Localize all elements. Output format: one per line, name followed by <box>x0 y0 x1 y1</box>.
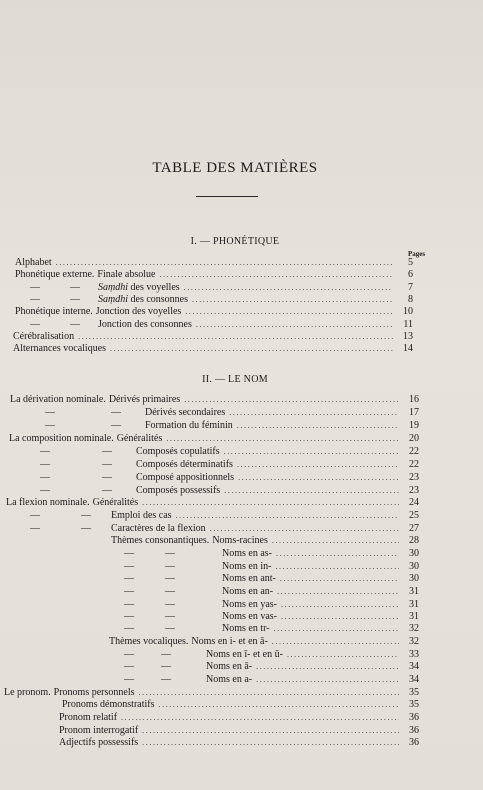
toc-entry: — — Noms en ant- ..... 30 <box>114 573 419 585</box>
toc-entry: — — Saṃdhi des consonnes ..... 8 <box>15 294 413 306</box>
toc-entry: Pronoms démonstratifs ..... 35 <box>62 699 419 711</box>
toc-entry: — — Composé appositionnels ..... 23 <box>9 472 419 484</box>
toc-entry: — — Dérivés secondaires ..... 17 <box>10 407 419 419</box>
toc-entry: — — Composés possessifs ..... 23 <box>9 485 419 497</box>
toc-entry: Pronom interrogatif ..... 36 <box>59 725 419 737</box>
toc-entry: — — Caractères de la flexion ..... 27 <box>6 523 419 535</box>
toc-entry: — — Noms en an- ..... 31 <box>114 586 419 598</box>
pages-column-label: Pages <box>408 250 426 258</box>
toc-entry: Thèmes consonantiques. Noms-racines ..... 28 <box>111 535 419 547</box>
toc-entry: La dérivation nominale. Dérivés primaires ..... 16 <box>10 394 419 406</box>
toc-entry: — — Noms en vas- ..... 31 <box>114 611 419 623</box>
toc-entry: — — Saṃdhi des voyelles ..... 7 <box>15 282 413 294</box>
toc-entry: — — Formation du féminin ..... 19 <box>10 420 419 432</box>
toc-entry: Adjectifs possessifs ..... 36 <box>59 737 419 749</box>
toc-entry: — — Emploi des cas ..... 25 <box>6 510 419 522</box>
toc-entry: Phonétique externe. Finale absolue ..... 6 <box>15 269 413 281</box>
toc-entry: — — Noms en ī- et en ū- ..... 33 <box>114 649 419 661</box>
toc-entry: — — Noms en yas- ..... 31 <box>114 599 419 611</box>
toc-entry: Thèmes vocaliques. Noms en i- et en ā- ..... 32 <box>109 636 419 648</box>
toc-entry: — — Jonction des consonnes ..... 11 <box>15 319 413 331</box>
toc-entry: Le pronom. Pronoms personnels ..... 35 <box>4 687 419 699</box>
toc-entry: — — Noms en tr- ..... 32 <box>114 623 419 635</box>
title-rule <box>196 196 258 197</box>
toc-entry: Alphabet ..... 5 <box>15 257 413 269</box>
toc-entry: — — Noms en as- ..... 30 <box>114 548 419 560</box>
toc-entry: La flexion nominale. Généralités ..... 24 <box>6 497 419 509</box>
toc-entry: Cérébralisation ..... 13 <box>13 331 413 343</box>
page-title: TABLE DES MATIÈRES <box>152 160 318 176</box>
toc-entry: — — Noms en ā- ..... 34 <box>114 661 419 673</box>
toc-entry: Alternances vocaliques ..... 14 <box>13 343 413 355</box>
toc-entry: — — Composés copulatifs ..... 22 <box>9 446 419 458</box>
section-heading-phonetique: I. — PHONÉTIQUE <box>190 236 280 247</box>
section-heading-le-nom: II. — LE NOM <box>202 374 268 385</box>
toc-entry: — — Noms en a- ..... 34 <box>114 674 419 686</box>
toc-entry: Pronom relatif ..... 36 <box>59 712 419 724</box>
toc-entry: La composition nominale. Généralités ..... 20 <box>9 433 419 445</box>
toc-entry: Phonétique interne. Jonction des voyelles ..... 10 <box>15 306 413 318</box>
toc-entry: — — Noms en in- ..... 30 <box>114 561 419 573</box>
toc-entry: — — Composés déterminatifs ..... 22 <box>9 459 419 471</box>
